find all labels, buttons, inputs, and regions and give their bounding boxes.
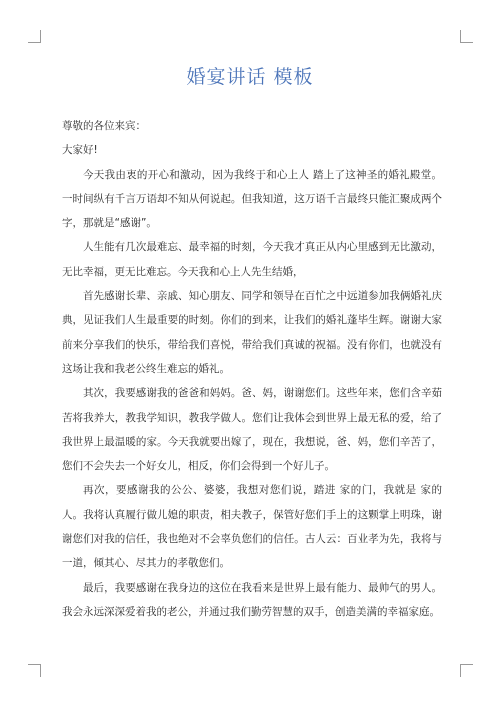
paragraph-thanks-in-laws: 再次，要感谢我的公公、婆婆，我想对您们说，踏进 家的门，我就是 家的人。我将认真履行做儿媳的职责，相夫教子，保管好您们手上的这颗掌上明珠，谢谢您们对我的信任，我也绝对不会辜负您们的信任。古人云：百业孝为先，我将与 一道，倾其心、尽其力的孝敬您们。	[62, 484, 442, 570]
document-title: 婚宴讲话 模板	[186, 66, 314, 88]
page-corner-mark-top-right	[460, 30, 473, 43]
salutation: 尊敬的各位来宾：	[62, 120, 146, 132]
paragraph-thanks-guests: 首先感谢长辈、亲戚、知心朋友、同学和领导在百忙之中远道参加我俩婚礼庆典，见证我们人生最重要的时刻。你们的到来，让我们的婚礼蓬毕生辉。谢谢大家前来分享我们的快乐，带给我们喜悦，带给我们真诚的祝福。没有你们，也就没有这场让我和我老公终生难忘的婚礼。	[62, 290, 442, 375]
page-corner-mark-bottom-left	[28, 664, 41, 677]
page-corner-mark-bottom-right	[460, 664, 473, 677]
greeting: 大家好!	[62, 144, 98, 157]
document-body	[62, 114, 442, 624]
paragraph-memorable-moment: 人生能有几次最难忘、最幸福的时刻，今天我才真正从内心里感到无比激动，无比幸福，更无比难忘。今天我和心上人先生结婚，	[62, 241, 442, 278]
paragraph-opening: 今天我由衷的开心和激动，因为我终于和心上人 踏上了这神圣的婚礼殿堂。一时间纵有千言万语却不知从何说起。但我知道，这万语千言最终只能汇聚成两个字，那就是“感谢”。	[62, 168, 442, 230]
page-corner-mark-top-left	[28, 30, 41, 43]
paragraph-thanks-husband: 最后，我要感谢在我身边的这位在我看来是世界上最有能力、最帅气的男人。我会永远深深爱着我的老公，并通过我们勤劳智慧的双手，创造美满的幸福家庭。	[62, 581, 442, 618]
paragraph-thanks-parents: 其次，我要感谢我的爸爸和妈妈。爸、妈，谢谢您们。这些年来，您们含辛茹苦将我养大，教我学知识，教我学做人。您们让我体会到世界上最无私的爱，给了我世界上最温暖的家。今天我就要出嫁了，现在，我想说，爸、妈，您们辛苦了，您们不会失去一个好女儿，相反，你们会得到一个好儿子。	[62, 387, 442, 473]
